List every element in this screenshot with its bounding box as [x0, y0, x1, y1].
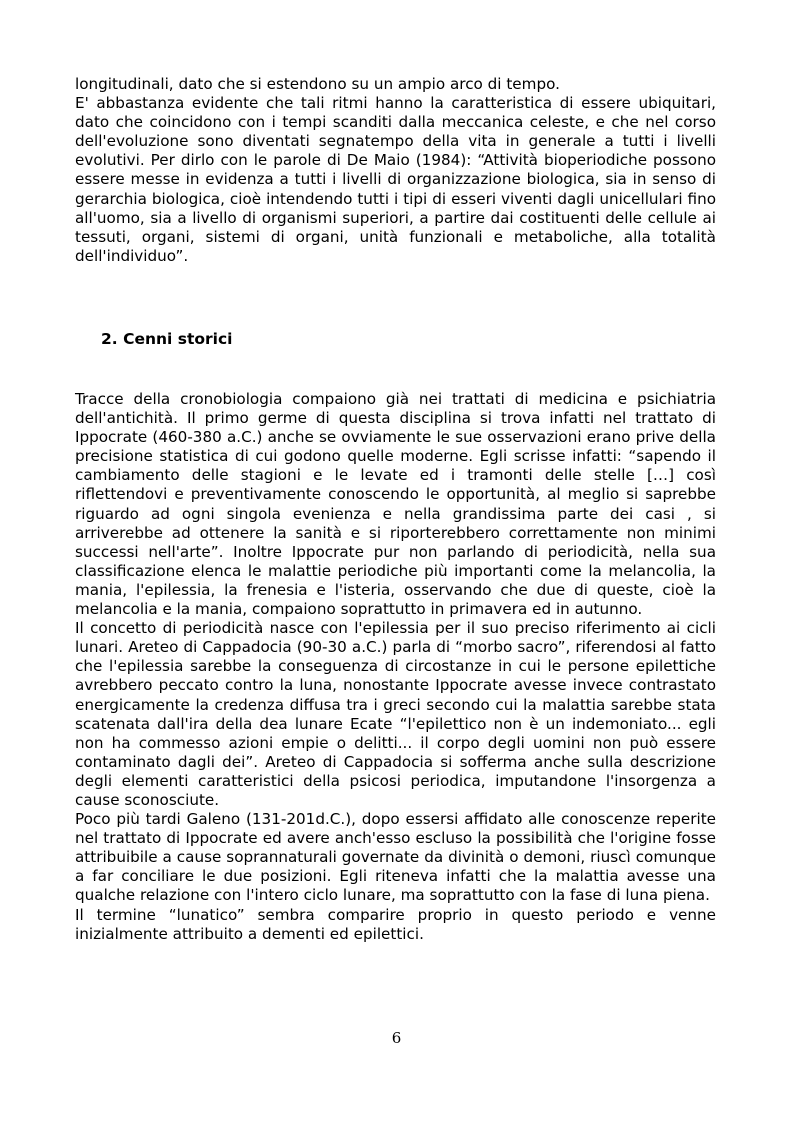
paragraph: Tracce della cronobiologia compaiono già nei trattati di medicina e psichiatria dell'antichità. Il primo germe di questa disciplina si trova infatti nel trattato di Ippocrate (460-380 a.C.) anche se ovviamente le sue osservazioni erano prive della precisione statistica di cui godono quelle moderne. Egli scrisse infatti: “sapendo il cambiamento delle stagioni e le levate ed i tramonti delle stelle […] così riflettendovi e preventivamente conoscendo le opportunità, al meglio si saprebbe riguardo ad ogni singola evenienza e nella grandissima parte dei casi , si arriverebbe ad ottenere la sanità e si riporterebbero correttamente non minimi successi nell'arte”. Inoltre Ippocrate pur non parlando di periodicità, nella sua classificazione elenca le malattie periodiche più importanti come la melancolia, la mania, l'epilessia, la frenesia e l'isteria, osservando che due di queste, cioè la melancolia e la mania, compaiono soprattutto in primavera ed in autunno.	[75, 390, 716, 619]
paragraph: Poco più tardi Galeno (131-201d.C.), dopo essersi affidato alle conoscenze reperite nel trattato di Ippocrate ed avere anch'esso escluso la possibilità che l'origine fosse attribuibile a cause soprannaturali governate da divinità o demoni, riuscì comunque a far conciliare le due posizioni. Egli riteneva infatti che la malattia avesse una qualche relazione con l'intero ciclo lunare, ma soprattutto con la fase di luna piena.	[75, 810, 716, 905]
paragraph: longitudinali, dato che si estendono su un ampio arco di tempo.	[75, 75, 560, 93]
paragraph: E' abbastanza evidente che tali ritmi hanno la caratteristica di essere ubiquitari, dato che coincidono con i tempi scanditi dalla meccanica celeste, e che nel corso dell'evoluzione sono diventati segnatempo della vita in generale a tutti i livelli evolutivi. Per dirlo con le parole di De Maio (1984): “Attività bioperiodiche possono essere messe in evidenza a tutti i livelli di organizzazione biologica, sia in senso di gerarchia biologica, cioè intendendo tutti i tipi di esseri viventi dagli unicellulari fino all'uomo, sia a livello di organismi superiori, a partire dai costituenti delle cellule ai tessuti, organi, sistemi di organi, unità funzionali e metaboliche, alla totalità dell'individuo”.	[75, 94, 716, 265]
page-number: 6	[391, 1029, 402, 1047]
paragraph: Il termine “lunatico” sembra comparire proprio in questo periodo e venne inizialmente attribuito a dementi ed epilettici.	[75, 905, 716, 943]
intro-text-block	[75, 75, 716, 266]
section-heading: 2. Cenni storici	[101, 330, 233, 348]
section-text-block	[75, 390, 716, 944]
paragraph: Il concetto di periodicità nasce con l'epilessia per il suo preciso riferimento ai cicli lunari. Areteo di Cappadocia (90-30 a.C.) parla di “morbo sacro”, riferendosi al fatto che l'epilessia sarebbe la conseguenza di circostanze in cui le persone epilettiche avrebbero peccato contro la luna, nonostante Ippocrate avesse invece contrastato energicamente la credenza diffusa tra i greci secondo cui la malattia sarebbe stata scatenata dall'ira della dea lunare Ecate “l'epilettico non è un indemoniato... egli non ha commesso azioni empie o delitti... il corpo degli uomini non può essere contaminato dagli dei”. Areteo di Cappadocia si sofferma anche sulla descrizione degli elementi caratteristici della psicosi periodica, imputandone l'insorgenza a cause sconosciute.	[75, 619, 716, 809]
